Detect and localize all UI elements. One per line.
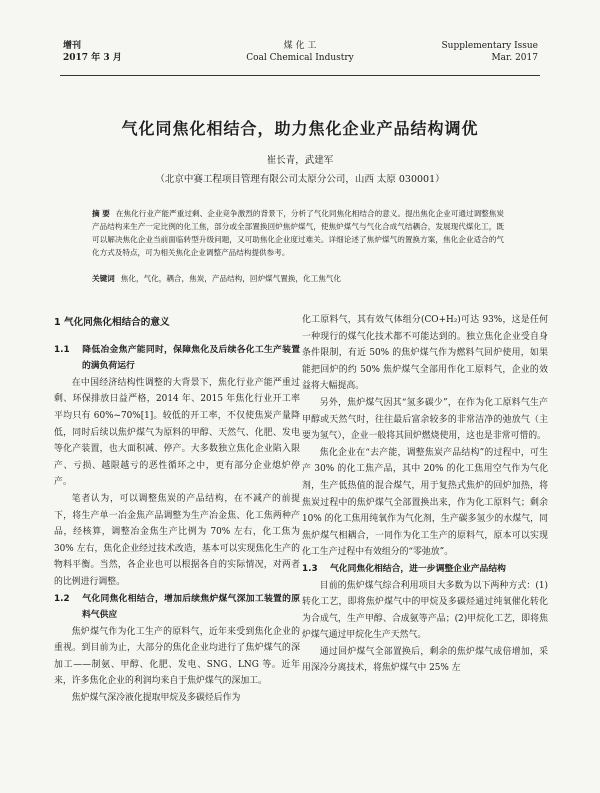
subsection-title: 降低冶金焦产能同时，保障焦化及后续各化工生产装置的满负荷运行 — [82, 344, 300, 372]
section-heading: 1 气化同焦化相结合的意义 — [54, 317, 170, 328]
subsection-heading — [54, 342, 300, 375]
article-affiliation: （北京中赛工程项目管理有限公司太原分公司，山西 太原 030001） — [155, 174, 445, 185]
left-column — [54, 312, 300, 707]
body-paragraph: 在中国经济结构性调整的大背景下，焦化行业产能严重过剩、环保排放日益严格，2014 年、2015 年焦化行业开工率平均只有 60%~70%[1]。较低的开工率，不仅使焦炭产量降低，同时后续以焦炉煤气为原料的甲醇、天然气、化肥、发电等化产装置，也大面积减、停产。大多数独立焦化企业陷入限产、亏损、越限越亏的恶性循环之中，更有部分企业熄炉停产。 — [54, 377, 300, 488]
issue-date: 2017 年 3 月 — [63, 53, 122, 63]
right-column — [302, 312, 548, 677]
subsection-heading — [302, 561, 548, 578]
subsection-title: 气化同焦化相结合，进一步调整企业产品结构 — [330, 563, 506, 574]
running-header — [0, 40, 600, 80]
article-title: 气化同焦化相结合，助力焦化企业产品结构调优 — [121, 119, 479, 138]
keywords-text: 焦化，气化，耦合，焦炭，产品结构，回炉煤气置换，化工焦气化 — [120, 274, 341, 283]
issue-date-en: Mar. 2017 — [491, 53, 538, 63]
body-paragraph: 焦化企业在“去产能，调整焦炭产品结构”的过程中，可生产 30% 的化工焦产品，其中 20% 的化工焦用空气作为气化剂，生产低热值的混合煤气，用于复热式焦炉的回炉加热，将焦炭过程中的焦炉煤气全部置换出来，作为化工原料气；剩余 10% 的化工焦用纯氧作为气化剂，生产碳多氢少的水煤气，同焦炉煤气相耦合，一同作为化工生产的原料气，原本可以实现化工生产过程中有效组分的“零弛放”。 — [302, 447, 548, 558]
body-paragraph: 笔者认为，可以调整焦炭的产品结构，在不减产的前提下，将生产单一冶金焦产品调整为生产冶金焦、化工焦两种产品，经核算，调整冶金焦生产比例为 70% 左右，化工焦为 30% 左右，焦化企业经过技术改造，基本可以实现焦化生产的物料平衡。当然，各企业也可以根据各自的实际情况，对两者的比例进行调整。 — [54, 493, 300, 587]
issue-label-en: Supplementary Issue — [441, 41, 538, 51]
body-paragraph: 另外，焦炉煤气因其“氢多碳少”，在作为化工原料气生产甲醇或天然气时，往往最后富余较多的非常洁净的弛放气（主要为氢气），企业一般将其回炉燃烧使用，这也是非常可惜的。 — [302, 397, 548, 442]
article-authors: 崔长青，武建军 — [266, 155, 334, 166]
subsection-number: 1.3 — [302, 563, 318, 574]
issue-info-en — [442, 40, 539, 64]
subsection-number: 1.2 — [54, 593, 70, 604]
abstract-text: 在焦化行业产能严重过剩、企业竞争激烈的背景下，分析了气化同焦化相结合的意义。提出焦化企业可通过调整焦炭产品结构来生产一定比例的化工焦，部分或全部置换回炉焦炉煤气，使焦炉煤气与气化合成气结耦合，发展现代煤化工，既可以解决焦化企业当前面临转型升级问题，又可助焦化企业度过难关。详细论述了焦炉煤气的置换方案，焦化企业适合的气化方式及特点，可为相关焦化企业调整产品结构提供参考。 — [92, 209, 504, 257]
issue-label: 增刊 — [63, 41, 82, 51]
header-divider — [60, 75, 540, 76]
subsection-number: 1.1 — [54, 344, 70, 355]
body-paragraph: 焦炉煤气作为化工生产的原料气，近年来受到焦化企业的重视。到目前为止，大部分的焦化企业均进行了焦炉煤气的深加工——制氨、甲醇、化肥、发电、SNG、LNG 等。近年来，许多焦化企业的利润均来自于焦炉煤气的深加工。 — [54, 626, 300, 687]
keywords — [92, 272, 504, 285]
body-paragraph: 焦炉煤气深冷液化提取甲烷及多碳烃后作为 — [71, 693, 241, 704]
body-paragraph: 化工原料气，其有效气体组分(CO+H₂)可达 93%，这是任何一种现行的煤气化技术都不可能达到的。独立焦化企业受自身条件限制，有近 50% 的焦炉煤气作为燃料气回炉使用，如果能把回炉的约 50% 焦炉煤气全部用作化工原料气，企业的效益将大幅提高。 — [302, 315, 548, 392]
abstract — [92, 207, 504, 259]
keywords-label: 关键词 — [92, 274, 115, 283]
journal-name-cn: 煤 化 工 — [283, 41, 317, 51]
journal-name-en: Coal Chemical Industry — [246, 53, 354, 63]
body-paragraph: 通过回炉煤气全部置换后，剩余的焦炉煤气成倍增加，采用深冷分离技术，将焦炉煤气中 25% 左 — [302, 646, 548, 674]
body-paragraph: 目前的焦炉煤气综合利用项目大多数为以下两种方式：(1)转化工艺，即将焦炉煤气中的甲烷及多碳烃通过纯氧催化转化为合成气，生产甲醇、合成氨等产品；(2)甲烷化工艺，即将焦炉煤气通过甲烷化生产天然气。 — [302, 580, 548, 641]
subsection-title: 气化同焦化相结合，增加后续焦炉煤气深加工装置的原料气供应 — [82, 593, 300, 621]
subsection-heading — [54, 591, 300, 624]
abstract-label: 摘 要 — [92, 209, 110, 218]
